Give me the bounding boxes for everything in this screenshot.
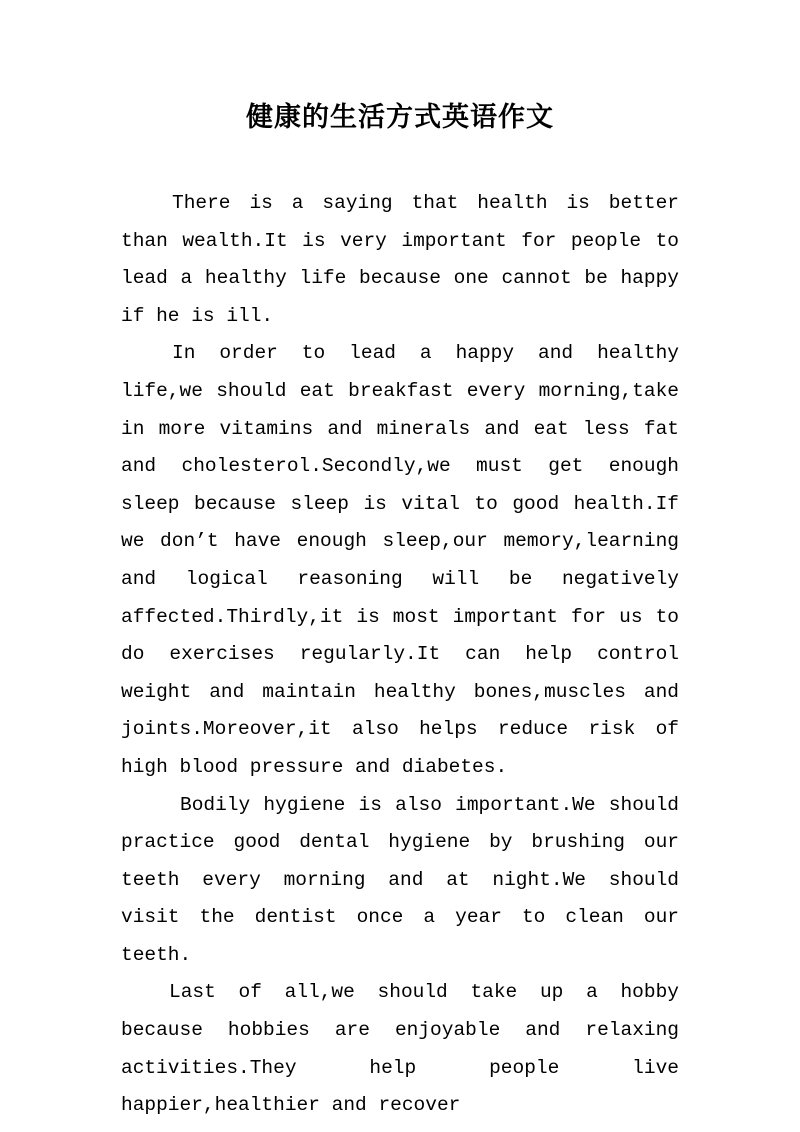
document-title: 健康的生活方式英语作文 xyxy=(246,102,554,133)
paragraph-health-saying: There is a saying that health is better than wealth.It is very important for people to lead a healthy life because one cannot be happy if he is ill. xyxy=(121,192,679,327)
paragraph-hobbies: Last of all,we should take up a hobby because hobbies are enjoyable and relaxing activities.They help people live happier,healthier and recover xyxy=(121,981,679,1117)
paragraph-bodily-hygiene: Bodily hygiene is also important.We should practice good dental hygiene by brushing our teeth every morning and at night.We should visit the dentist once a year to clean our teeth. xyxy=(121,793,679,966)
paragraph-healthy-habits: In order to lead a happy and healthy life,we should eat breakfast every morning,take in more vitamins and minerals and eat less fat and cholesterol.Secondly,we must get enough sleep because sleep is vital to good health.If we don’t have enough sleep,our memory,learning and logical reasoning will be negatively affected.Thirdly,it is most important for us to do exercises regularly.It can help control weight and maintain healthy bones,muscles and joints.Moreover,it also helps reduce risk of high blood pressure and diabetes. xyxy=(121,342,679,778)
document-body xyxy=(121,185,679,1125)
